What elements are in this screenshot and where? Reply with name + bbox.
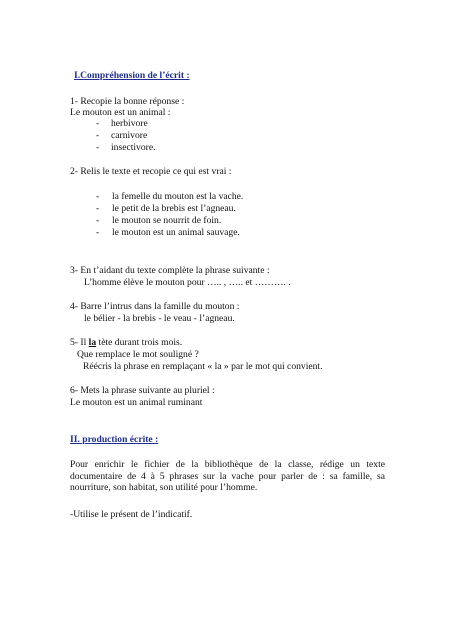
q2-bullet: -	[96, 191, 100, 202]
q1-bullet: -	[96, 118, 100, 129]
q4-prompt: 4- Barre l’intrus dans la famille du mouton :	[70, 301, 240, 312]
q6-sentence: Le mouton est un animal ruminant	[70, 397, 203, 408]
q5-underlined-word: la	[88, 337, 97, 348]
q3-prompt: 3- En t’aidant du texte complète la phrase suivante :	[70, 265, 270, 276]
q5-prompt	[70, 337, 182, 348]
q2-item-4: le mouton est un animal sauvage.	[112, 227, 240, 238]
q1-stem: Le mouton est un animal :	[70, 107, 171, 118]
section-2-title: II. production écrite :	[70, 434, 159, 445]
q2-bullet: -	[96, 215, 100, 226]
production-instructions: Pour enrichir le fichier de la bibliothèque de la classe, rédige un texte documentaire de 4 à 5 phrases sur la vache pour parler de : sa famille, sa nourriture, son habitat, son utilité pour l’homme.	[70, 459, 385, 494]
q2-item-1: la femelle du mouton est la vache.	[112, 191, 244, 202]
q2-bullet: -	[96, 227, 100, 238]
q4-words: le bélier - la brebis - le veau - l’agneau.	[84, 313, 235, 324]
section-1-title: I.Compréhension de l’écrit :	[74, 70, 190, 81]
q5-question: Que remplace le mot souligné ?	[77, 349, 199, 360]
q1-bullet: -	[96, 142, 100, 153]
q2-item-3: le mouton se nourrit de foin.	[112, 215, 222, 226]
q5-prompt-end: tète durant trois mois.	[96, 337, 183, 348]
q1-option-2: carnivore	[111, 130, 148, 141]
q3-sentence: L’homme élève le mouton pour ….. , ….. et ………. .	[84, 277, 291, 288]
q6-prompt: 6- Mets la phrase suivante au pluriel :	[70, 385, 215, 396]
q5-prompt-start: 5- Il	[70, 337, 89, 348]
q5-instruction: Réécris la phrase en remplaçant « la » par le mot qui convient.	[83, 361, 323, 372]
q2-bullet: -	[96, 203, 100, 214]
q1-prompt: 1- Recopie la bonne réponse :	[70, 96, 185, 107]
q1-bullet: -	[96, 130, 100, 141]
production-note: -Utilise le présent de l’indicatif.	[70, 509, 193, 520]
q1-option-3: insectivore.	[111, 142, 156, 153]
q1-option-1: herbivore	[111, 118, 148, 129]
q2-item-2: le petit de la brebis est l’agneau.	[112, 203, 236, 214]
q2-prompt: 2- Relis le texte et recopie ce qui est vrai :	[70, 166, 232, 177]
